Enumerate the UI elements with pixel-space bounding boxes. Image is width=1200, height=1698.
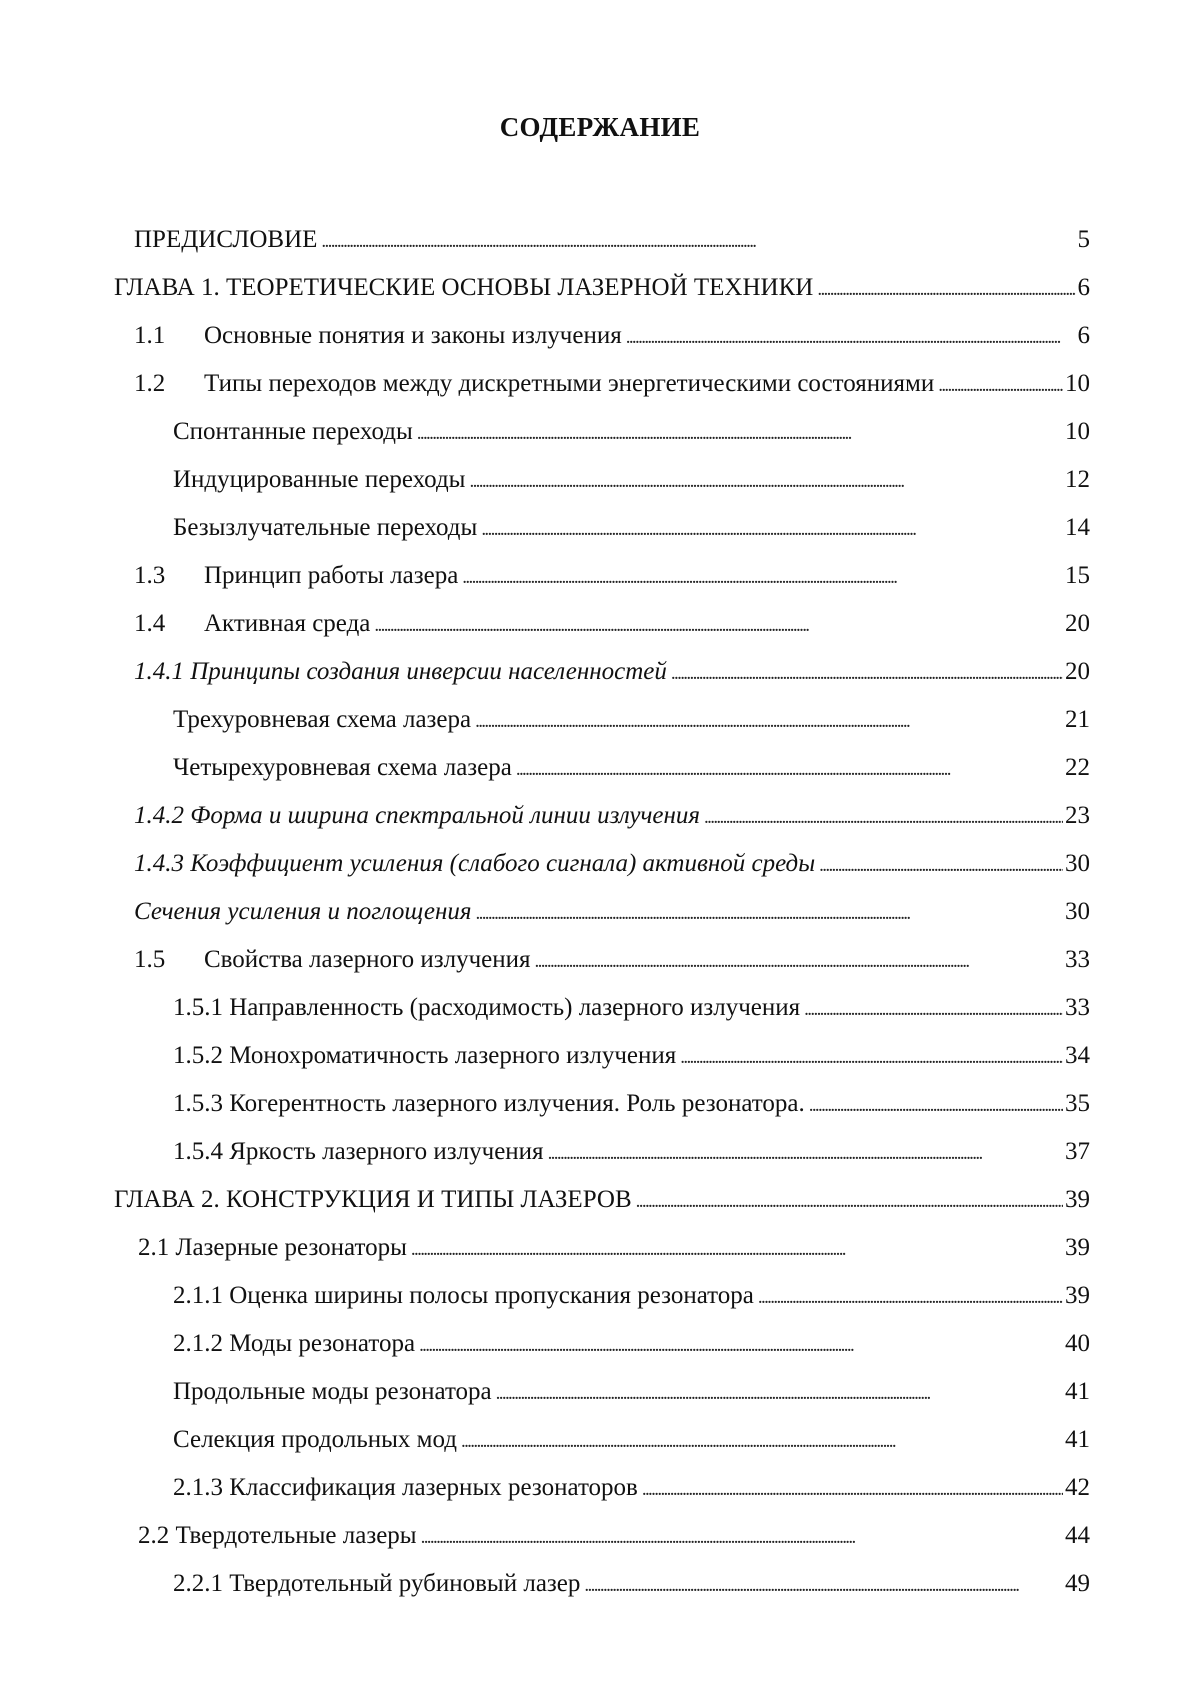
toc-page-number: 6 <box>1077 274 1090 301</box>
toc-page-number: 33 <box>1065 946 1090 973</box>
toc-entry-title: 1.4.2 Форма и ширина спектральной линии излучения <box>134 802 701 829</box>
dot-leader <box>421 1512 1063 1562</box>
toc-entry-section-1-4-3[interactable] <box>0 840 1090 888</box>
toc-entry-title: Продольные моды резонатора <box>173 1378 492 1405</box>
toc-entry-nonradiative[interactable] <box>0 504 1090 552</box>
toc-entry-four-level[interactable] <box>0 744 1090 792</box>
toc-page-number: 6 <box>1077 322 1090 349</box>
dot-leader <box>819 840 1063 890</box>
dot-leader <box>419 1320 1063 1370</box>
toc-entry-title: 1.5.4 Яркость лазерного излучения <box>173 1138 544 1165</box>
toc-entry-section-1-1[interactable] <box>0 312 1090 360</box>
toc-entry-title: Спонтанные переходы <box>173 418 413 445</box>
toc-page-number: 39 <box>1065 1234 1090 1261</box>
toc-entry-preface[interactable] <box>0 216 1090 264</box>
dot-leader <box>374 600 1063 650</box>
toc-page-number: 5 <box>1077 226 1090 253</box>
dot-leader <box>636 1176 1063 1226</box>
toc-entry-chapter-1[interactable] <box>0 264 1090 312</box>
dot-leader <box>417 408 1063 458</box>
toc-entry-title: Четырехуровневая схема лазера <box>173 754 512 781</box>
toc-page-number: 33 <box>1065 994 1090 1021</box>
dot-leader <box>804 984 1063 1034</box>
dot-leader <box>758 1272 1063 1322</box>
toc-entry-section-2-2-1[interactable] <box>0 1560 1090 1608</box>
dot-leader <box>516 744 1063 794</box>
toc-entry-number: 1.3 <box>134 562 166 589</box>
toc-page-number: 44 <box>1065 1522 1090 1549</box>
toc-entry-section-1-4-2[interactable] <box>0 792 1090 840</box>
toc-entry-title: Безызлучательные переходы <box>173 514 478 541</box>
toc-page-number: 22 <box>1065 754 1090 781</box>
dot-leader <box>496 1368 1063 1418</box>
toc-page-number: 39 <box>1065 1282 1090 1309</box>
toc-entry-section-1-4[interactable] <box>0 600 1090 648</box>
dot-leader <box>411 1224 1063 1274</box>
toc-entry-title: 1.4.1 Принципы создания инверсии населенностей <box>134 658 667 685</box>
toc-page-number: 10 <box>1065 370 1090 397</box>
dot-leader <box>469 456 1063 506</box>
toc-entry-section-1-5-3[interactable] <box>0 1080 1090 1128</box>
page-title: СОДЕРЖАНИЕ <box>499 112 701 142</box>
toc-entry-title: Сечения усиления и поглощения <box>134 898 472 925</box>
toc-entry-title: 1.4.3 Коэффициент усиления (слабого сигнала) активной среды <box>134 850 816 877</box>
dot-leader <box>548 1128 1063 1178</box>
toc-entry-section-1-5-2[interactable] <box>0 1032 1090 1080</box>
dot-leader <box>642 1464 1063 1514</box>
toc-entry-mode-selection[interactable] <box>0 1416 1090 1464</box>
toc-page-number: 20 <box>1065 658 1090 685</box>
toc-page-number: 41 <box>1065 1426 1090 1453</box>
toc-page-number: 40 <box>1065 1330 1090 1357</box>
toc-entry-number: 1.4 <box>134 610 166 637</box>
toc-entry-section-2-1-3[interactable] <box>0 1464 1090 1512</box>
dot-leader <box>481 504 1063 554</box>
toc-page-number: 21 <box>1065 706 1090 733</box>
toc-page-number: 10 <box>1065 418 1090 445</box>
toc-page-number: 37 <box>1065 1138 1090 1165</box>
toc-entry-section-2-2[interactable] <box>0 1512 1090 1560</box>
toc-page-number: 20 <box>1065 610 1090 637</box>
toc-entry-number: 1.2 <box>134 370 166 397</box>
toc-entry-longitudinal-modes[interactable] <box>0 1368 1090 1416</box>
toc-entry-title: Индуцированные переходы <box>173 466 466 493</box>
toc-page-number: 14 <box>1065 514 1090 541</box>
toc-page-number: 35 <box>1065 1090 1090 1117</box>
toc-entry-section-2-1-1[interactable] <box>0 1272 1090 1320</box>
dot-leader <box>461 1416 1063 1466</box>
toc-entry-title: 1.5.3 Когерентность лазерного излучения. Роль резонатора. <box>173 1090 805 1117</box>
toc-entry-section-1-2[interactable] <box>0 360 1090 408</box>
toc-entry-induced[interactable] <box>0 456 1090 504</box>
dot-leader <box>476 888 1064 938</box>
toc-entry-title: Активная среда <box>204 610 371 637</box>
toc-entry-title: Свойства лазерного излучения <box>204 946 531 973</box>
toc-entry-title: 2.2 Твердотельные лазеры <box>138 1522 417 1549</box>
toc-page-number: 42 <box>1065 1474 1090 1501</box>
toc-entry-section-1-5[interactable] <box>0 936 1090 984</box>
table-of-contents <box>0 216 1200 1608</box>
toc-entry-number: 1.5 <box>134 946 166 973</box>
toc-entry-title: Селекция продольных мод <box>173 1426 457 1453</box>
toc-entry-title: ПРЕДИСЛОВИЕ <box>134 226 318 253</box>
toc-entry-three-level[interactable] <box>0 696 1090 744</box>
toc-entry-title: 2.1.3 Классификация лазерных резонаторов <box>173 1474 638 1501</box>
toc-entry-title: Типы переходов между дискретными энергетическими состояниями <box>204 370 935 397</box>
toc-entry-title: ГЛАВА 2. КОНСТРУКЦИЯ И ТИПЫ ЛАЗЕРОВ <box>114 1186 632 1213</box>
toc-entry-title: ГЛАВА 1. ТЕОРЕТИЧЕСКИЕ ОСНОВЫ ЛАЗЕРНОЙ ТЕХНИКИ <box>114 274 814 301</box>
toc-page-number: 15 <box>1065 562 1090 589</box>
dot-leader <box>704 792 1063 842</box>
toc-page-number: 34 <box>1065 1042 1090 1069</box>
toc-page-number: 30 <box>1065 850 1090 877</box>
dot-leader <box>938 360 1063 410</box>
dot-leader <box>626 312 1076 362</box>
toc-entry-section-1-5-1[interactable] <box>0 984 1090 1032</box>
toc-entry-title: 1.5.1 Направленность (расходимость) лазерного излучения <box>173 994 801 1021</box>
toc-page-number: 23 <box>1065 802 1090 829</box>
toc-entry-section-2-1-2[interactable] <box>0 1320 1090 1368</box>
toc-page-number: 39 <box>1065 1186 1090 1213</box>
toc-entry-section-1-3[interactable] <box>0 552 1090 600</box>
toc-entry-title: Основные понятия и законы излучения <box>204 322 622 349</box>
toc-entry-section-2-1[interactable] <box>0 1224 1090 1272</box>
toc-entry-section-1-4-1[interactable] <box>0 648 1090 696</box>
toc-entry-title: 2.1.1 Оценка ширины полосы пропускания резонатора <box>173 1282 754 1309</box>
toc-page-number: 30 <box>1065 898 1090 925</box>
toc-entry-cross-sections[interactable] <box>0 888 1090 936</box>
toc-entry-section-1-5-4[interactable] <box>0 1128 1090 1176</box>
dot-leader <box>321 216 1075 266</box>
toc-page-number: 49 <box>1065 1570 1090 1597</box>
toc-page-number: 12 <box>1065 466 1090 493</box>
toc-page-number: 41 <box>1065 1378 1090 1405</box>
toc-entry-title: 2.1 Лазерные резонаторы <box>138 1234 407 1261</box>
toc-entry-title: Принцип работы лазера <box>204 562 459 589</box>
toc-entry-title: 2.2.1 Твердотельный рубиновый лазер <box>173 1570 581 1597</box>
dot-leader <box>584 1560 1063 1610</box>
dot-leader <box>671 648 1063 698</box>
dot-leader <box>817 264 1075 314</box>
toc-entry-number: 1.1 <box>134 322 166 349</box>
dot-leader <box>535 936 1064 986</box>
toc-entry-chapter-2[interactable] <box>0 1176 1090 1224</box>
toc-entry-title: 2.1.2 Моды резонатора <box>173 1330 416 1357</box>
dot-leader <box>680 1032 1063 1082</box>
dot-leader <box>462 552 1063 602</box>
toc-entry-title: 1.5.2 Монохроматичность лазерного излучения <box>173 1042 677 1069</box>
dot-leader <box>809 1080 1063 1130</box>
dot-leader <box>475 696 1063 746</box>
toc-entry-spontaneous[interactable] <box>0 408 1090 456</box>
toc-entry-title: Трехуровневая схема лазера <box>173 706 472 733</box>
